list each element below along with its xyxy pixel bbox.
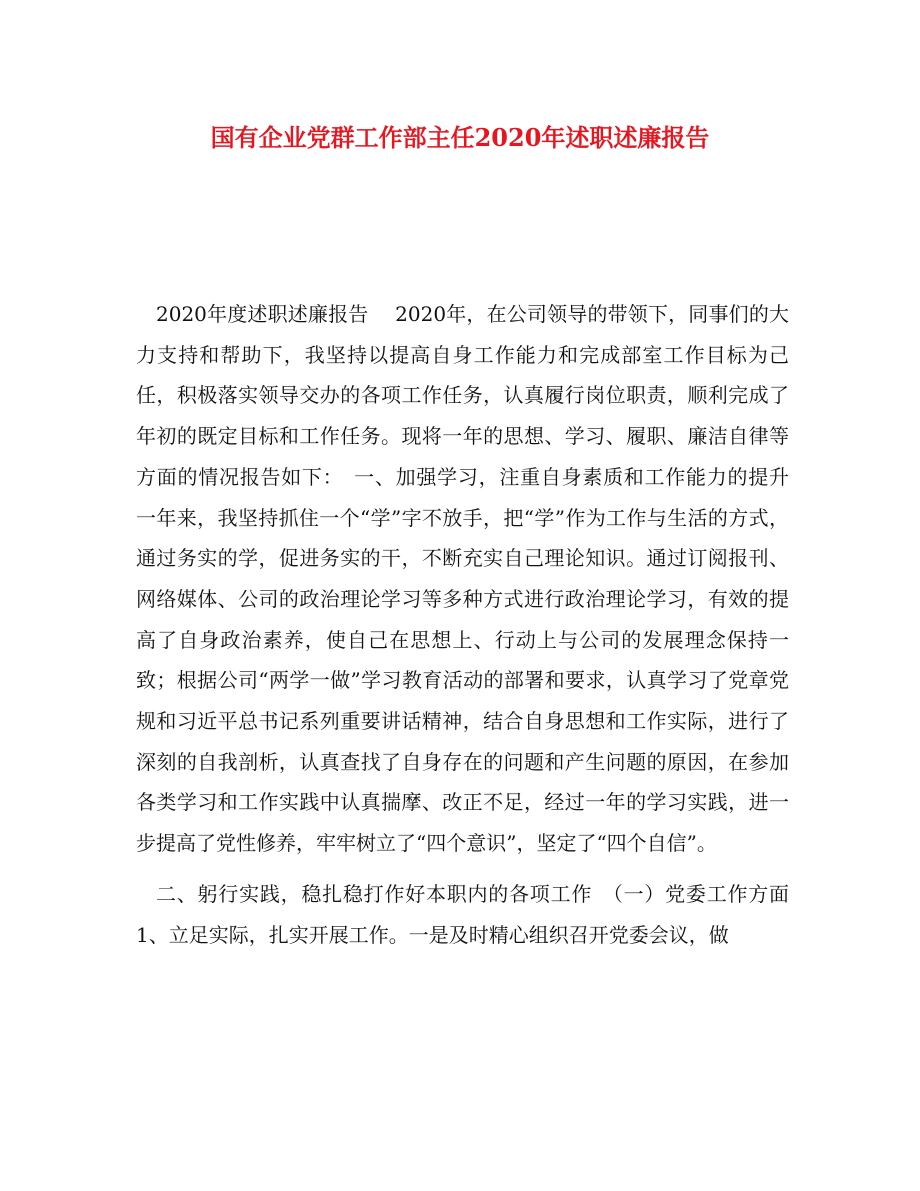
paragraph-2: 二、躬行实践，稳扎稳打作好本职内的各项工作 （一）党委工作方面 1、立足实际，扎实开展工作。一是及时精心组织召开党委会议，做	[136, 881, 789, 947]
document-title: 国有企业党群工作部主任2020年述职述廉报告	[210, 123, 710, 152]
document-body	[136, 294, 809, 955]
paragraph-1: 2020年度述职述廉报告 2020年，在公司领导的带领下，同事们的大力支持和帮助下，我坚持以提高自身工作能力和完成部室工作目标为己任，积极落实领导交办的各项工作任务，认真履行岗位职责，顺利完成了年初的既定目标和工作任务。现将一年的思想、学习、履职、廉洁自律等方面的情况报告如下： 一、加强学习，注重自身素质和工作能力的提升 一年来，我坚持抓住一个“学”字不放手，把“学”作为工作与生活的方式，通过务实的学，促进务实的干，不断充实自己理论知识。通过订阅报刊、网络媒体、公司的政治理论学习等多种方式进行政治理论学习，有效的提高了自身政治素养，使自己在思想上、行动上与公司的发展理念保持一致；根据公司“两学一做”学习教育活动的部署和要求，认真学习了党章党规和习近平总书记系列重要讲话精神，结合自身思想和工作实际，进行了深刻的自我剖析，认真查找了自身存在的问题和产生问题的原因，在参加各类学习和工作实践中认真揣摩、改正不足，经过一年的学习实践，进一步提高了党性修养，牢牢树立了“四个意识”，坚定了“四个自信”。	[136, 302, 809, 856]
